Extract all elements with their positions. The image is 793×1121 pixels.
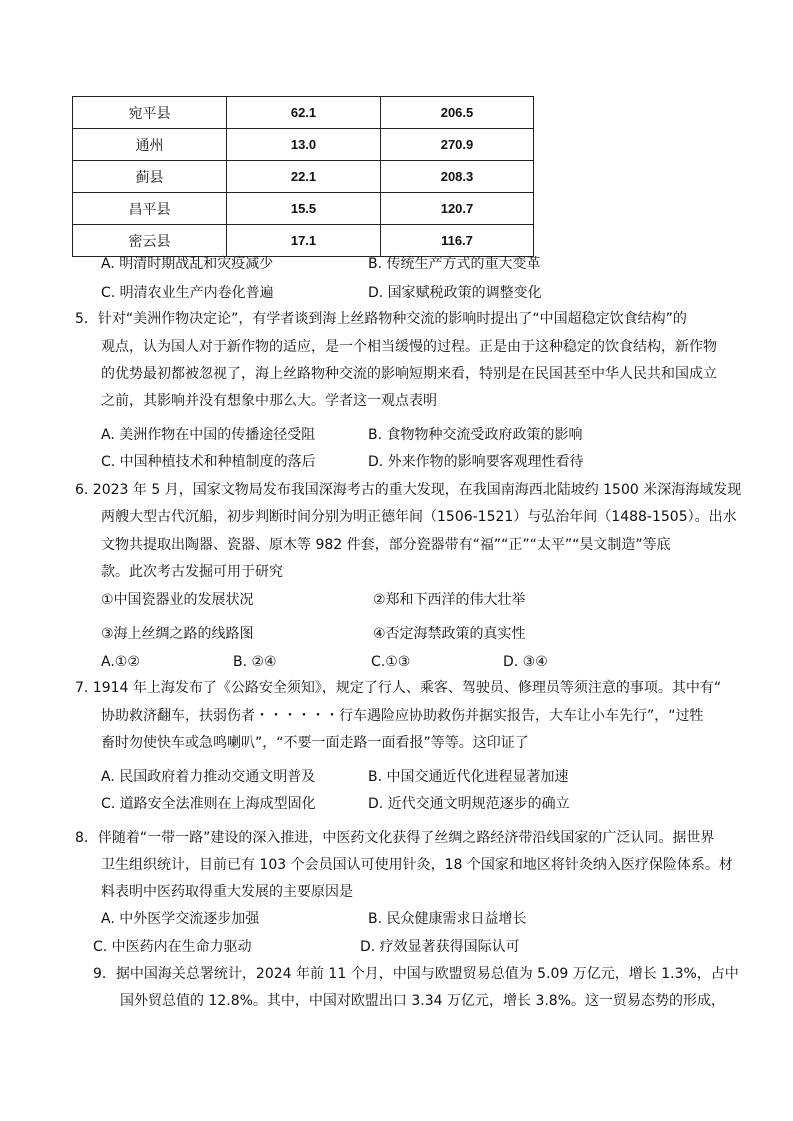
table-cell-county: 密云县 [73, 225, 227, 257]
q7-option-c: C. 道路安全法准则在上海成型固化 [101, 796, 316, 812]
q6-option-a: A.①② [101, 654, 140, 670]
table-cell-value: 206.5 [381, 97, 534, 129]
q6-option-c: C.①③ [371, 654, 411, 670]
q6-line-1: 6. 2023 年 5 月，国家文物局发布我国深海考古的重大发现，在我国南海西北陆坡约 1500 米深海海域发现 [75, 482, 742, 498]
q4-option-d: D. 国家赋税政策的调整变化 [368, 285, 542, 301]
table-cell-value: 62.1 [227, 97, 381, 129]
q7-option-a: A. 民国政府着力推动交通文明普及 [101, 769, 316, 785]
table-row [73, 225, 534, 257]
q9-line-2: 国外贸总值的 12.8%。其中，中国对欧盟出口 3.34 万亿元，增长 3.8%。这一贸易态势的形成， [120, 993, 726, 1009]
table-cell-value: 13.0 [227, 129, 381, 161]
q4-option-a: A. 明清时期战乱和灾疫减少 [101, 256, 274, 272]
table-row [73, 97, 534, 129]
data-table [72, 96, 534, 257]
q5-option-a: A. 美洲作物在中国的传播途径受阻 [101, 427, 316, 443]
q6-line-2: 两艘大型古代沉船，初步判断时间分别为明正德年间（1506-1521）与弘治年间（1488-1505）。出水 [101, 509, 737, 525]
table-cell-county: 昌平县 [73, 193, 227, 225]
q6-line-3: 文物共提取出陶器、瓷器、原木等 982 件套，部分瓷器带有“福”“正”“太平”“昊文制造”等底 [101, 537, 671, 553]
q7-line-3: 畜时勿使快车或急鸣喇叭”，“不要一面走路一面看报”等等。这印证了 [101, 735, 529, 751]
q4-option-b: B. 传统生产方式的重大变革 [368, 256, 541, 272]
q7-line-1: 7. 1914 年上海发布了《公路安全须知》，规定了行人、乘客、驾驶员、修理员等须注意的事项。其中有“ [75, 680, 722, 696]
q8-option-c: C. 中医药内在生命力驱动 [93, 939, 252, 955]
q8-line-3: 料表明中医药取得重大发展的主要原因是 [101, 884, 353, 900]
q8-option-b: B. 民众健康需求日益增长 [368, 911, 527, 927]
table-row [73, 193, 534, 225]
q8-option-a: A. 中外医学交流逐步加强 [101, 911, 260, 927]
table-cell-value: 116.7 [381, 225, 534, 257]
q5-line-1: 5．针对“美洲作物决定论”，有学者谈到海上丝路物种交流的影响时提出了“中国超稳定饮食结构”的 [75, 311, 687, 327]
table-row [73, 129, 534, 161]
q7-option-b: B. 中国交通近代化进程显著加速 [368, 769, 569, 785]
q8-line-2: 卫生组织统计，目前已有 103 个会员国认可使用针灸，18 个国家和地区将针灸纳入医疗保险体系。材 [101, 857, 733, 873]
q6-option-b: B. ②④ [233, 654, 277, 670]
q8-line-1: 8．伴随着“一带一路”建设的深入推进，中医药文化获得了丝绸之路经济带沿线国家的广泛认同。据世界 [75, 830, 715, 846]
q4-option-c: C. 明清农业生产内卷化普遍 [101, 285, 274, 301]
table-row [73, 161, 534, 193]
q6-item-3: ③海上丝绸之路的线路图 [101, 626, 254, 642]
q5-line-2: 观点，认为国人对于新作物的适应，是一个相当缓慢的过程。正是由于这种稳定的饮食结构，新作物 [101, 339, 717, 355]
q9-line-1: 9．据中国海关总署统计，2024 年前 11 个月，中国与欧盟贸易总值为 5.09 万亿元，增长 1.3%，占中 [93, 966, 739, 982]
q6-item-4: ④否定海禁政策的真实性 [373, 626, 526, 642]
table-cell-value: 15.5 [227, 193, 381, 225]
q5-option-d: D. 外来作物的影响要客观理性看待 [368, 454, 584, 470]
q6-line-4: 款。此次考古发掘可用于研究 [101, 564, 283, 580]
q5-option-b: B. 食物物种交流受政府政策的影响 [368, 427, 583, 443]
q7-line-2: 协助救济翻车，扶弱伤者・・・・・・行车遇险应协助救伤并据实报告，大车让小车先行”，“过牲 [101, 708, 704, 724]
table-cell-value: 120.7 [381, 193, 534, 225]
q5-line-4: 之前，其影响并没有想象中那么大。学者这一观点表明 [101, 393, 437, 409]
table-cell-value: 17.1 [227, 225, 381, 257]
q5-line-3: 的优势最初都被忽视了，海上丝路物种交流的影响短期来看，特别是在民国甚至中华人民共和国成立 [101, 366, 717, 382]
table-cell-county: 通州 [73, 129, 227, 161]
q6-item-2: ②郑和下西洋的伟大壮举 [373, 592, 526, 608]
table-cell-value: 270.9 [381, 129, 534, 161]
q7-option-d: D. 近代交通文明规范逐步的确立 [368, 796, 570, 812]
q6-item-1: ①中国瓷器业的发展状况 [101, 592, 254, 608]
q8-option-d: D. 疗效显著获得国际认可 [360, 939, 520, 955]
table-cell-value: 208.3 [381, 161, 534, 193]
q6-option-d: D. ③④ [503, 654, 548, 670]
table-cell-county: 宛平县 [73, 97, 227, 129]
table-cell-value: 22.1 [227, 161, 381, 193]
q5-option-c: C. 中国种植技术和种植制度的落后 [101, 454, 316, 470]
table-cell-county: 蓟县 [73, 161, 227, 193]
